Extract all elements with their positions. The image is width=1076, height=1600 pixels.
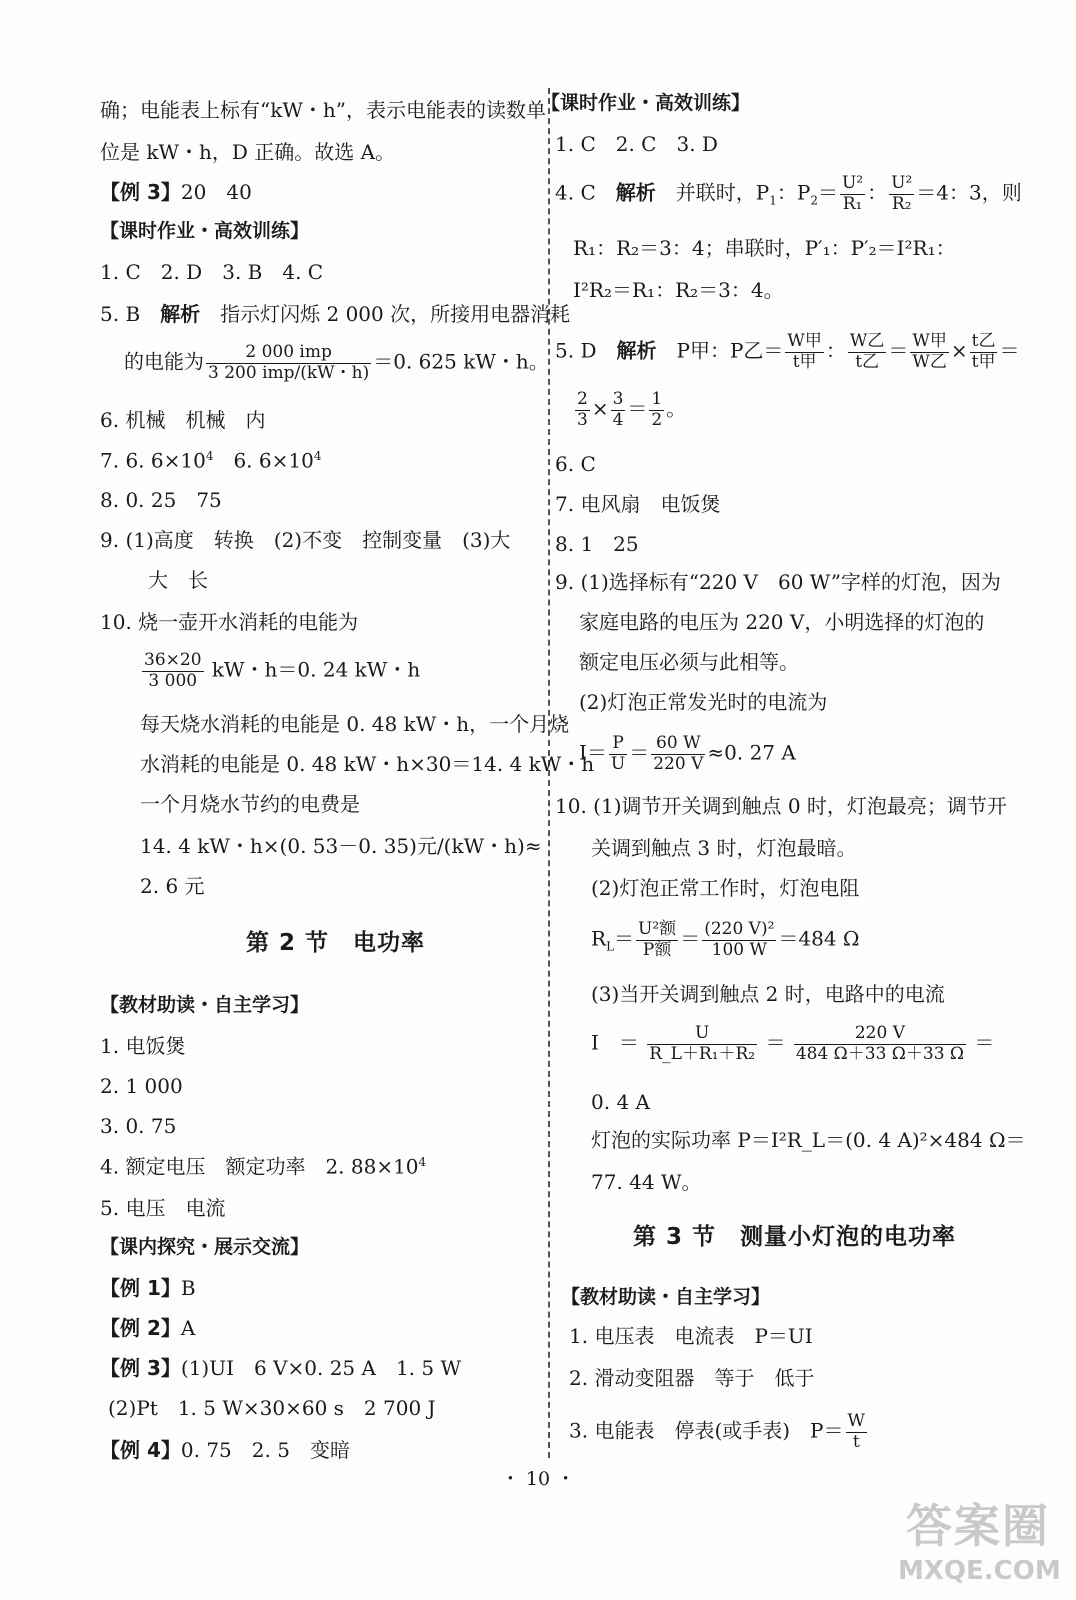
example-tag: 【例 3】: [100, 180, 181, 204]
answer-line: 0. 4 A: [591, 1090, 650, 1114]
answer-line: 10. (1)调节开关调到触点 0 时，灯泡最亮；调节开: [555, 794, 1007, 818]
formula-text: ＝: [999, 338, 1020, 363]
fraction-numerator: 220 V: [854, 1023, 905, 1043]
answer-5: [555, 332, 1019, 372]
fraction: [649, 390, 664, 430]
right-column: [541, 0, 1026, 1530]
fraction-denominator: R₁: [840, 194, 865, 215]
fraction-numerator: (220 V)²: [704, 919, 775, 939]
example-3: [100, 1358, 461, 1378]
answer-line: 8. 0. 25 75: [100, 488, 222, 512]
answer-line: 额定电压必须与此相等。: [579, 650, 799, 674]
answer-line: 2. 1 000: [100, 1074, 183, 1098]
answer-text: 6. 6×10: [233, 448, 314, 473]
answer-line: 5. 电压 电流: [100, 1196, 226, 1220]
answer-line: 确；电能表上标有“kW・h”，表示电能表的读数单: [100, 98, 547, 122]
fraction-numerator: 36×20: [144, 650, 202, 670]
formula-text: ：P: [776, 180, 811, 205]
fraction-numerator: 2: [577, 389, 588, 409]
answer-line: 1. C 2. C 3. D: [555, 132, 718, 156]
section-title: 第 3 节 测量小灯泡的电功率: [633, 1224, 957, 1250]
answer-line: 家庭电路的电压为 220 V，小明选择的灯泡的: [579, 610, 985, 634]
answer-7: [100, 450, 321, 471]
fraction-numerator: U²: [841, 173, 864, 193]
fraction-denominator: U: [610, 753, 626, 774]
fraction-denominator: t: [846, 1432, 867, 1453]
formula-text: ＝: [765, 1030, 786, 1055]
example-answer: B: [180, 1276, 196, 1300]
answer-line: 9. (1)选择标有“220 V 60 W”字样的灯泡，因为: [555, 570, 1001, 594]
formula-text: R: [591, 926, 607, 951]
fraction: [848, 332, 886, 372]
formula-text: ＝: [627, 396, 648, 421]
fraction: [651, 734, 705, 774]
answer-5-formula: [124, 343, 549, 383]
answer-line: (2)Pt 1. 5 W×30×60 s 2 700 J: [108, 1396, 436, 1420]
answer-line: 位是 kW・h，D 正确。故选 A。: [100, 140, 396, 164]
answer-4: 4. C 解析 并联时，$P_1$：$P_2=$ $\frac{\text{U²}}{\text{R₁}}$ ： $\frac{\text{U²}}{\text{R₂}}$ ＝4：3，则: [555, 173, 1022, 214]
fraction-numerator: W甲: [787, 331, 822, 351]
formula-text: I ＝: [591, 1030, 639, 1055]
formula-text: ＝4：3，则: [916, 180, 1022, 205]
answer-line: 8. 1 25: [555, 532, 639, 556]
answer-text: 4. 额定电压 额定功率 2. 88×10: [100, 1154, 419, 1179]
fraction-numerator: W: [847, 1411, 865, 1431]
fraction-denominator: P额: [636, 940, 678, 961]
answer-num: 5. D: [555, 338, 597, 363]
answer-line: (2)灯泡正常工作时，灯泡电阻: [591, 876, 860, 900]
example-answer: A: [180, 1316, 196, 1340]
answer-5-result: [573, 390, 686, 430]
formula-prefix: 的电能为: [124, 349, 204, 374]
fraction: [846, 1412, 867, 1452]
fraction-numerator: U²: [891, 173, 913, 193]
example-tag: 【例 4】: [100, 1438, 181, 1462]
answer-10-formula: [140, 651, 420, 691]
section-header: 【教材助读・自主学习】: [100, 994, 310, 1016]
fraction-numerator: 1: [651, 389, 663, 409]
answer-5: [100, 304, 570, 324]
answer-line: 3. 0. 75: [100, 1114, 177, 1138]
formula-text: 。: [666, 396, 687, 421]
answer-line: 关调到触点 3 时，灯泡最暗。: [591, 836, 857, 860]
formula-text: 3. 电能表 停表(或手表) P＝: [569, 1418, 844, 1443]
exponent: 4: [313, 449, 322, 463]
answer-line: 1. 电饭煲: [100, 1034, 186, 1058]
formula-suffix: ＝0. 625 kW・h。: [373, 349, 549, 374]
example-3-answer: [100, 182, 252, 202]
answer-10-resistance-formula: [591, 920, 860, 960]
fraction-numerator: U: [695, 1023, 710, 1043]
fraction-numerator: W乙: [849, 331, 885, 351]
answer-line: 14. 4 kW・h×(0. 53－0. 35)元/(kW・h)≈: [140, 834, 542, 858]
fraction-denominator: t甲: [785, 352, 823, 373]
answer-line: 9. (1)高度 转换 (2)不变 控制变量 (3)大: [100, 528, 511, 552]
answer-text: 指示灯闪烁 2 000 次，所接用电器消耗: [220, 302, 571, 326]
fraction: [794, 1024, 966, 1064]
formula-text: ＝484 Ω: [778, 926, 860, 951]
formula-text: ＝: [614, 926, 635, 951]
answer-line: (2)灯泡正常发光时的电流为: [579, 690, 828, 714]
fraction: [142, 651, 204, 691]
answer-line: 灯泡的实际功率 P＝I²R_L＝(0. 4 A)²×484 Ω＝: [591, 1128, 1026, 1152]
section-header: 【课时作业・高效训练】: [541, 92, 751, 114]
answer-line: 10. 烧一壶开水消耗的电能为: [100, 610, 359, 634]
formula-text: ：: [867, 180, 888, 205]
answer-line: 每天烧水消耗的电能是 0. 48 kW・h，一个月烧: [140, 712, 570, 736]
example-tag: 【例 3】: [100, 1356, 181, 1380]
fraction: [206, 343, 371, 383]
answer-line: 6. 机械 机械 内: [100, 408, 266, 432]
answer-line: 水消耗的电能是 0. 48 kW・h×30＝14. 4 kW・h: [140, 752, 595, 776]
fraction-denominator: 2: [651, 409, 663, 430]
fraction-denominator: t甲: [971, 351, 996, 372]
fraction: [702, 920, 776, 960]
fraction: [910, 332, 948, 372]
formula-text: ＝: [629, 740, 650, 765]
fraction-numerator: t乙: [971, 331, 996, 351]
analysis-tag: 解析: [616, 338, 657, 363]
formula-text: ＝: [817, 180, 838, 205]
fraction-denominator: W乙: [912, 351, 947, 372]
section-header: 【教材助读・自主学习】: [561, 1286, 771, 1308]
answer-text: 7. 6. 6×10: [100, 448, 206, 473]
formula-text: P甲：P乙＝: [676, 338, 784, 363]
fraction: [575, 390, 590, 430]
fraction-denominator: 484 Ω＋33 Ω＋33 Ω: [795, 1043, 965, 1064]
answer-num: 5. B: [100, 302, 141, 326]
formula-text: ＝: [680, 926, 701, 951]
example-answer: 20 40: [180, 180, 252, 204]
fraction-numerator: P: [612, 733, 624, 753]
fraction-denominator: 3: [577, 409, 588, 430]
answer-line: 1. C 2. D 3. B 4. C: [100, 260, 324, 284]
answer-3: [569, 1412, 869, 1452]
fraction-denominator: t乙: [848, 352, 886, 373]
answer-line: 6. C: [555, 452, 596, 476]
answer-line: 一个月烧水节约的电费是: [140, 792, 360, 816]
exponent: 4: [205, 449, 214, 463]
answer-line: 1. 电压表 电流表 P＝UI: [569, 1324, 813, 1348]
fraction-numerator: W甲: [912, 331, 947, 351]
section-header: 【课时作业・高效训练】: [100, 220, 310, 242]
section-title: 第 2 节 电功率: [246, 930, 426, 956]
fraction-denominator: 220 V: [653, 753, 704, 774]
answer-line: 2. 6 元: [140, 874, 205, 898]
fraction-denominator: 100 W: [702, 940, 776, 961]
fraction-numerator: U²额: [638, 919, 677, 939]
answer-9-formula: [579, 734, 796, 774]
answer-line: 大 长: [148, 568, 208, 592]
answer-line: (3)当开关调到触点 2 时，电路中的电流: [591, 982, 945, 1006]
fraction-denominator: R₂: [889, 194, 914, 215]
fraction: [647, 1024, 757, 1064]
fraction-denominator: R_L＋R₁＋R₂: [649, 1043, 756, 1064]
fraction-numerator: 2 000 imp: [245, 342, 332, 362]
formula-text: I＝: [579, 740, 607, 765]
exponent: 4: [418, 1155, 427, 1169]
fraction-denominator: 3 000: [142, 671, 204, 692]
answer-line: 2. 滑动变阻器 等于 低于: [569, 1366, 815, 1390]
analysis-tag: 解析: [160, 302, 201, 326]
example-4: [100, 1440, 350, 1460]
formula-text: ≈0. 27 A: [707, 740, 796, 765]
watermark-text: 答案圈: [906, 1499, 1050, 1553]
formula-text: ＝: [974, 1030, 995, 1055]
formula-suffix: kW・h＝0. 24 kW・h: [211, 657, 421, 682]
fraction-numerator: 3: [612, 389, 624, 409]
fraction: [636, 920, 678, 960]
answer-line: 7. 电风扇 电饭煲: [555, 492, 721, 516]
answer-line: I²R₂＝R₁：R₂＝3：4。: [573, 278, 784, 302]
example-2: [100, 1318, 195, 1338]
page-number: ・ 10 ・: [500, 1468, 576, 1490]
fraction: [609, 734, 627, 774]
section-header: 【课内探究・展示交流】: [100, 1236, 310, 1258]
fraction: [889, 174, 914, 214]
answer-line: R₁：R₂＝3：4；串联时，P′₁：P′₂＝I²R₁：: [573, 236, 956, 260]
fraction-denominator: 4: [612, 409, 624, 430]
fraction: [840, 174, 865, 214]
answer-4: [100, 1156, 426, 1177]
fraction-numerator: 60 W: [656, 733, 701, 753]
fraction: [785, 332, 823, 372]
example-tag: 【例 2】: [100, 1316, 181, 1340]
watermark-url: MXQE.COM: [898, 1556, 1061, 1586]
analysis-tag: 解析: [615, 180, 656, 205]
example-answer: 0. 75 2. 5 变暗: [180, 1438, 350, 1462]
fraction-denominator: 3 200 imp/(kW・h): [208, 362, 370, 383]
fraction: [611, 390, 626, 430]
example-answer: (1)UI 6 V×0. 25 A 1. 5 W: [180, 1356, 462, 1380]
fraction: [970, 332, 998, 372]
formula-text: ×: [950, 338, 968, 363]
example-tag: 【例 1】: [100, 1276, 181, 1300]
answer-10-current-formula: [591, 1024, 994, 1064]
example-1: [100, 1278, 196, 1298]
formula-text: ×: [591, 396, 609, 421]
answer-line: 77. 44 W。: [591, 1170, 702, 1194]
watermark-logo: [898, 1490, 1061, 1590]
formula-text: 并联时，P: [675, 180, 770, 205]
formula-text: ：: [825, 338, 846, 363]
subscript: L: [606, 939, 615, 954]
formula-text: ＝: [888, 338, 909, 363]
answer-num: 4. C: [555, 180, 596, 205]
